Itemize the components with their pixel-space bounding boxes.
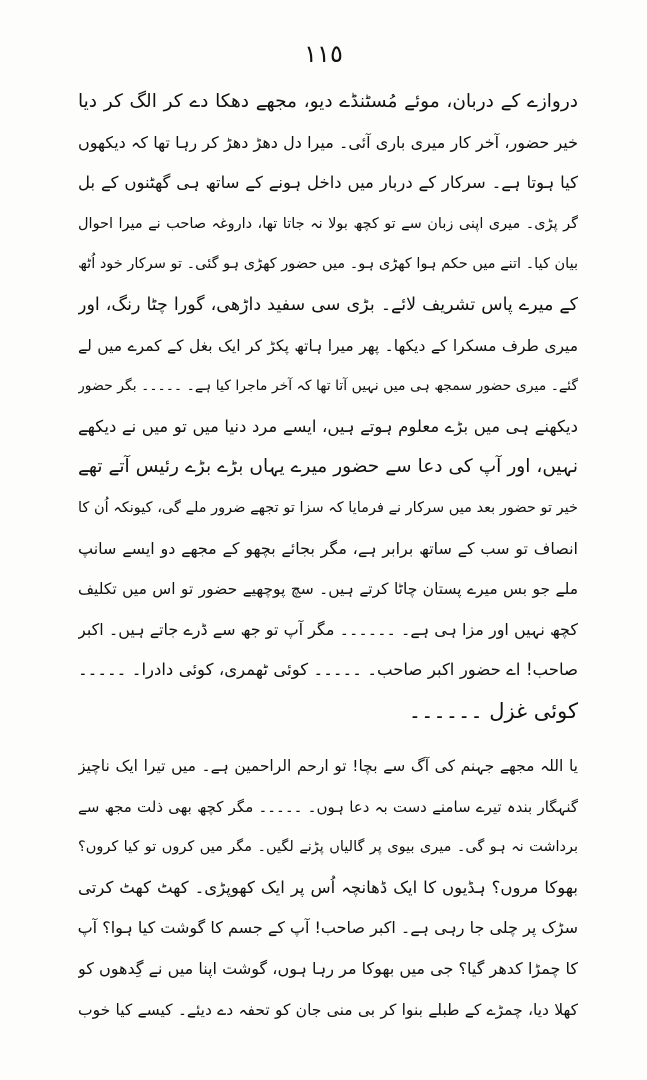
text-line: خیر حضور، آخر کار میری باری آئی۔ میرا دل دھڑ دھڑ کر رہا تھا کہ دیکھوں [78,132,578,152]
text-line: دیکھنے ہی میں بڑے معلوم ہوتے ہیں، ایسے مرد دنیا میں تو میں نے دیکھے [78,416,578,436]
text-line: بھوکا مروں؟ ہڈیوں کا ایک ڈھانچہ اُس پر ایک کھوپڑی۔ کھٹ کھٹ کرتی [78,877,578,897]
text-line: یا اللہ مجھے جہنم کی آگ سے بچا! تو ارحم الراحمین ہے۔ میں تیرا ایک ناچیز [78,757,578,775]
text-line: ملے جو بس میرے پستان چاٹا کرتے ہیں۔ سچ پوچھیے حضور تو اس میں تکلیف [78,580,578,599]
paragraph-1 [78,82,578,732]
text-line: کیا ہوتا ہے۔ سرکار کے دربار میں داخل ہونے کے ساتھ ہی گھٹنوں کے بل [78,173,578,193]
text-line: کھلا دیا، چمڑے کے طبلے بنوا کر بی منی جان کو تحفہ دے دیئے۔ کیسے کیا خوب [78,1000,578,1019]
text-line: سڑک پر چلی جا رہی ہے۔ اکبر صاحب! آپ کے جسم کا گوشت کیا ہوا؟ آپ [78,918,578,938]
text-line: کا چمڑا کدھر گیا؟ جی میں بھوکا مر رہا ہوں، گوشت اپنا میں نے گِدھوں کو [78,958,578,978]
text-line: گر پڑی۔ میری اپنی زبان سے تو کچھ بولا نہ جاتا تھا، داروغہ صاحب نے میرا احوال [78,215,578,232]
text-line: گنہگار بندہ تیرے سامنے دست بہ دعا ہوں۔ ۔۔۔۔۔ مگر کچھ بھی ذلت مجھ سے [78,797,578,816]
page-number: ١١٥ [304,40,343,68]
text-line: کچھ نہیں اور مزا ہی ہے۔ ۔۔۔۔۔۔ مگر آپ تو جھ سے ڈرے جاتے ہیں۔ اکبر [78,619,578,639]
text-line: دروازے کے دربان، موئے مُسٹنڈے دیو، مجھے دھکا دے کر الگ کر دیا [78,91,578,112]
text-line: بیان کیا۔ اتنے میں حکم ہوا کھڑی ہو۔ میں حضور کھڑی ہو گئی۔ تو سرکار خود اُٹھ [78,256,578,273]
text-line: کے میرے پاس تشریف لائے۔ بڑی سی سفید داڑھی، گورا چٹا رنگ، اور [78,294,578,315]
text-line: نہیں، اور آپ کی دعا سے حضور میرے یہاں بڑے بڑے رئیس آتے تھے [78,456,578,478]
paragraph-2 [78,746,578,1030]
text-line: انصاف تو سب کے ساتھ برابر ہے، مگر بجائے بچھو کے مجھے دو ایسے سانپ [78,538,578,558]
text-line: کوئی غزل ۔۔۔۔۔۔ [408,698,578,723]
text-line: خیر تو حضور بعد میں سرکار نے فرمایا کہ سزا تو تجھے ضرور ملے گی، کیونکہ اُن کا [78,499,578,516]
text-line: میری طرف مسکرا کے دیکھا۔ پھر میرا ہاتھ پکڑ کر ایک بغل کے کمرے میں لے [78,336,578,355]
text-line: برداشت نہ ہو گی۔ میری بیوی پر گالیاں پڑنے لگیں۔ مگر میں کروں تو کیا کروں؟ [78,839,578,856]
text-line: صاحب! اے حضور اکبر صاحب۔ ۔۔۔۔۔ کوئی ٹھمری، کوئی دادرا۔ ۔۔۔۔۔ [78,660,578,680]
text-line: گئے۔ میری حضور سمجھ ہی میں نہیں آتا تھا کہ آخر ماجرا کیا ہے۔ ۔۔۔۔۔ بگر حضور [78,378,578,395]
